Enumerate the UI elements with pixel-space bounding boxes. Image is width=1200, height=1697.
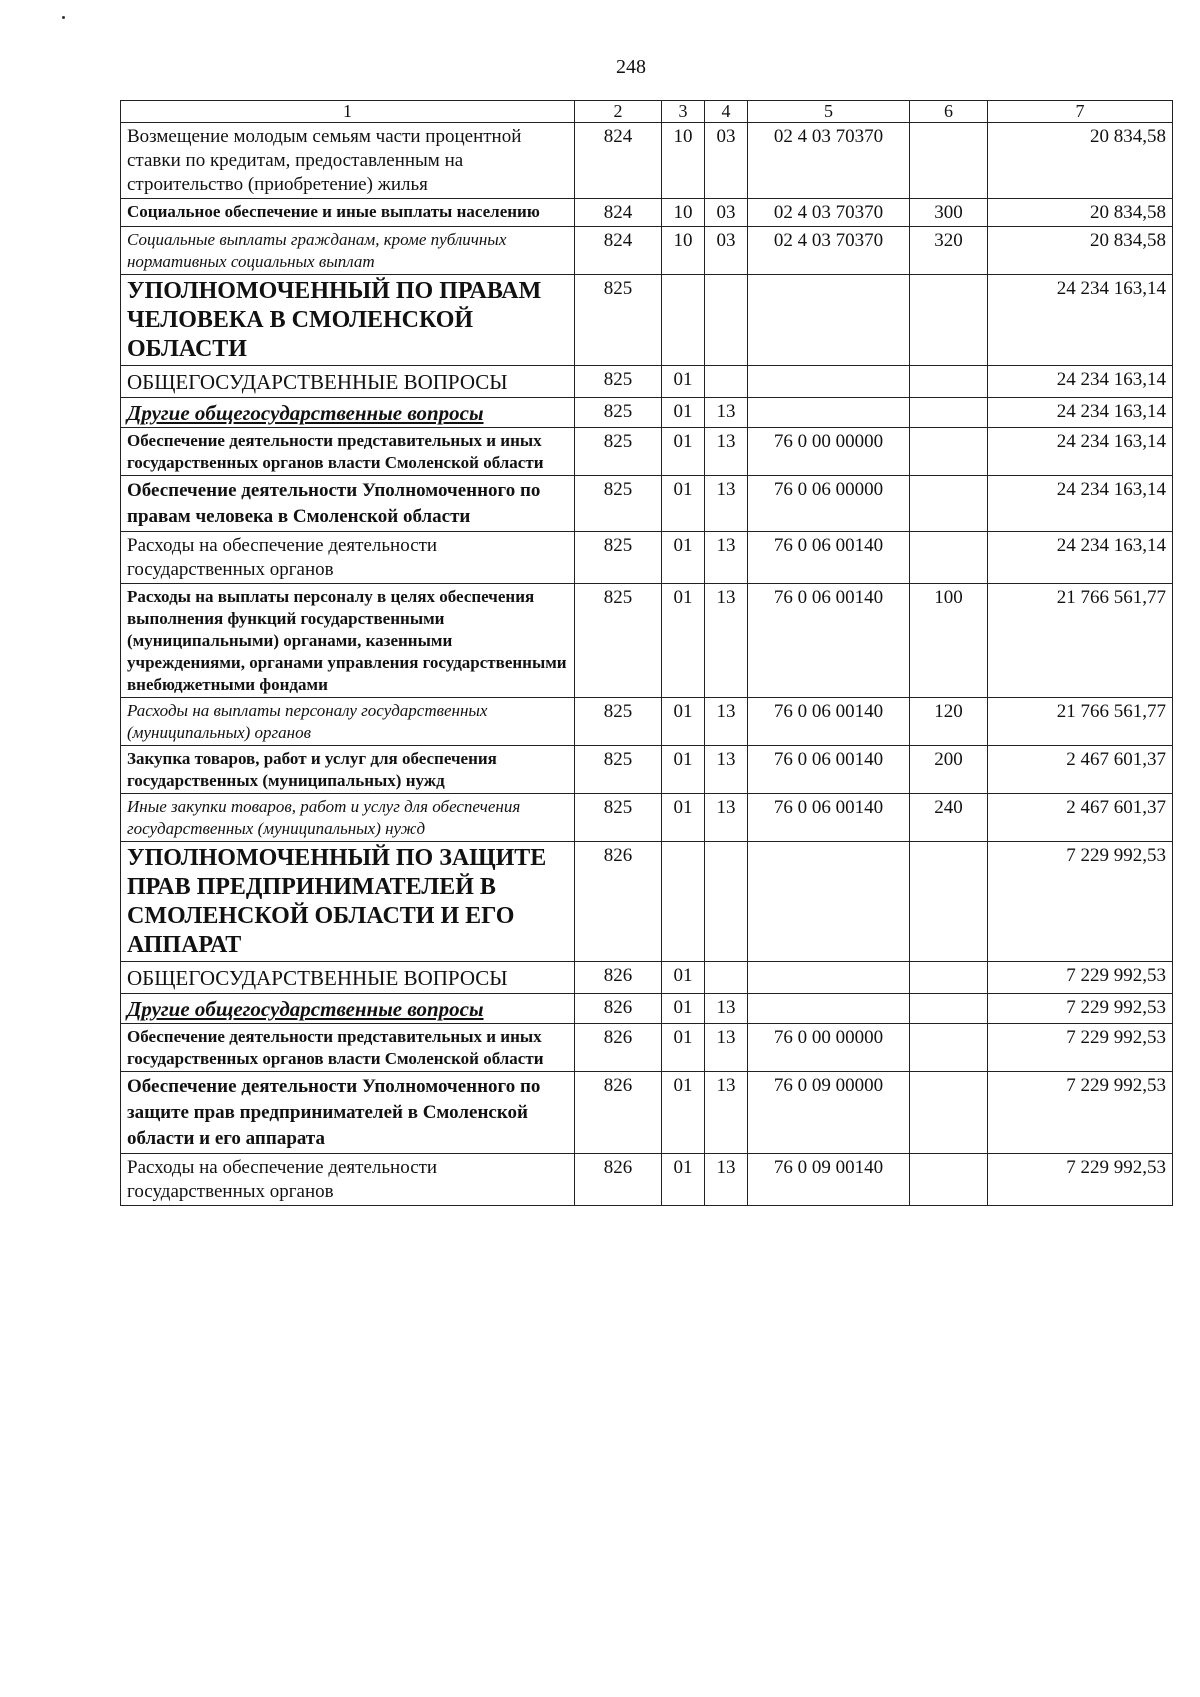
subsection-code: 13	[705, 532, 748, 584]
chapter-code: 826	[575, 842, 662, 962]
target-article-code: 76 0 00 00000	[748, 428, 910, 476]
row-name: Иные закупки товаров, работ и услуг для обеспечения государственных (муниципальных) нужд	[121, 794, 575, 842]
subsection-code: 13	[705, 1072, 748, 1154]
header-col-3: 3	[662, 101, 705, 123]
header-col-7: 7	[988, 101, 1173, 123]
expense-type-code	[910, 1154, 988, 1206]
chapter-code: 826	[575, 962, 662, 994]
target-article-code: 02 4 03 70370	[748, 199, 910, 227]
header-col-6: 6	[910, 101, 988, 123]
target-article-code: 76 0 09 00000	[748, 1072, 910, 1154]
subsection-code: 03	[705, 123, 748, 199]
subsection-code: 13	[705, 398, 748, 428]
chapter-code: 826	[575, 1024, 662, 1072]
row-name: Расходы на выплаты персоналу в целях обеспечения выполнения функций государственными (муниципальными) органами, казенными учреждениями, органами управления государственными внебюджетными фондами	[121, 584, 575, 698]
expense-type-code	[910, 1024, 988, 1072]
budget-table	[120, 100, 1173, 1206]
row-name: ОБЩЕГОСУДАРСТВЕННЫЕ ВОПРОСЫ	[121, 962, 575, 994]
target-article-code	[748, 994, 910, 1024]
header-col-4: 4	[705, 101, 748, 123]
expense-type-code	[910, 275, 988, 366]
table-row	[121, 1154, 1173, 1206]
section-code: 01	[662, 1024, 705, 1072]
expense-type-code	[910, 842, 988, 962]
header-col-1: 1	[121, 101, 575, 123]
row-name: Обеспечение деятельности Уполномоченного по защите прав предпринимателей в Смоленской области и его аппарата	[121, 1072, 575, 1154]
section-code: 10	[662, 227, 705, 275]
chapter-code: 825	[575, 698, 662, 746]
target-article-code	[748, 398, 910, 428]
subsection-code	[705, 962, 748, 994]
amount: 7 229 992,53	[988, 1154, 1173, 1206]
table-row	[121, 842, 1173, 962]
amount: 24 234 163,14	[988, 476, 1173, 532]
subsection-code: 13	[705, 994, 748, 1024]
amount: 2 467 601,37	[988, 794, 1173, 842]
subsection-code: 13	[705, 476, 748, 532]
table-row	[121, 227, 1173, 275]
section-code: 01	[662, 994, 705, 1024]
table-row	[121, 366, 1173, 398]
table-row	[121, 123, 1173, 199]
expense-type-code	[910, 962, 988, 994]
row-name: Социальное обеспечение и иные выплаты населению	[121, 199, 575, 227]
expense-type-code	[910, 123, 988, 199]
table-row	[121, 794, 1173, 842]
target-article-code: 76 0 09 00140	[748, 1154, 910, 1206]
section-code	[662, 275, 705, 366]
amount: 20 834,58	[988, 123, 1173, 199]
chapter-code: 825	[575, 428, 662, 476]
section-code: 01	[662, 1072, 705, 1154]
subsection-code	[705, 842, 748, 962]
header-col-2: 2	[575, 101, 662, 123]
row-name: УПОЛНОМОЧЕННЫЙ ПО ЗАЩИТЕ ПРАВ ПРЕДПРИНИМАТЕЛЕЙ В СМОЛЕНСКОЙ ОБЛАСТИ И ЕГО АППАРАТ	[121, 842, 575, 962]
row-name: Обеспечение деятельности Уполномоченного по правам человека в Смоленской области	[121, 476, 575, 532]
table-row	[121, 532, 1173, 584]
chapter-code: 825	[575, 366, 662, 398]
section-code: 01	[662, 1154, 705, 1206]
expense-type-code: 320	[910, 227, 988, 275]
table-row	[121, 1024, 1173, 1072]
amount: 24 234 163,14	[988, 275, 1173, 366]
section-code: 01	[662, 532, 705, 584]
row-name: Расходы на выплаты персоналу государственных (муниципальных) органов	[121, 698, 575, 746]
target-article-code: 76 0 06 00140	[748, 746, 910, 794]
subsection-code	[705, 366, 748, 398]
subsection-code: 13	[705, 698, 748, 746]
row-name: Расходы на обеспечение деятельности государственных органов	[121, 532, 575, 584]
target-article-code: 02 4 03 70370	[748, 123, 910, 199]
row-name: ОБЩЕГОСУДАРСТВЕННЫЕ ВОПРОСЫ	[121, 366, 575, 398]
chapter-code: 826	[575, 994, 662, 1024]
amount: 7 229 992,53	[988, 962, 1173, 994]
amount: 20 834,58	[988, 227, 1173, 275]
section-code: 01	[662, 698, 705, 746]
expense-type-code: 100	[910, 584, 988, 698]
subsection-code: 03	[705, 199, 748, 227]
section-code: 01	[662, 428, 705, 476]
subsection-code: 13	[705, 794, 748, 842]
expense-type-code	[910, 476, 988, 532]
amount: 7 229 992,53	[988, 1072, 1173, 1154]
expense-type-code: 300	[910, 199, 988, 227]
expense-type-code: 200	[910, 746, 988, 794]
amount: 21 766 561,77	[988, 698, 1173, 746]
table-row	[121, 746, 1173, 794]
chapter-code: 825	[575, 476, 662, 532]
amount: 24 234 163,14	[988, 366, 1173, 398]
table-row	[121, 994, 1173, 1024]
table-row	[121, 199, 1173, 227]
subsection-code: 13	[705, 746, 748, 794]
table-row	[121, 428, 1173, 476]
target-article-code: 76 0 06 00140	[748, 532, 910, 584]
section-code: 10	[662, 199, 705, 227]
section-code: 01	[662, 746, 705, 794]
table-row	[121, 698, 1173, 746]
amount: 7 229 992,53	[988, 994, 1173, 1024]
expense-type-code	[910, 1072, 988, 1154]
target-article-code: 76 0 06 00140	[748, 794, 910, 842]
row-name: Обеспечение деятельности представительных и иных государственных органов власти Смоленской области	[121, 428, 575, 476]
amount: 24 234 163,14	[988, 532, 1173, 584]
target-article-code	[748, 842, 910, 962]
chapter-code: 825	[575, 532, 662, 584]
amount: 2 467 601,37	[988, 746, 1173, 794]
section-code: 01	[662, 398, 705, 428]
amount: 24 234 163,14	[988, 398, 1173, 428]
row-name: Возмещение молодым семьям части процентной ставки по кредитам, предоставленным на строительство (приобретение) жилья	[121, 123, 575, 199]
amount: 7 229 992,53	[988, 842, 1173, 962]
scan-speck	[62, 16, 65, 19]
row-name: Обеспечение деятельности представительных и иных государственных органов власти Смоленской области	[121, 1024, 575, 1072]
table-row	[121, 476, 1173, 532]
chapter-code: 826	[575, 1072, 662, 1154]
table-row	[121, 1072, 1173, 1154]
expense-type-code	[910, 994, 988, 1024]
table-row	[121, 275, 1173, 366]
expense-type-code	[910, 366, 988, 398]
target-article-code	[748, 366, 910, 398]
expense-type-code	[910, 428, 988, 476]
target-article-code: 76 0 06 00140	[748, 584, 910, 698]
amount: 24 234 163,14	[988, 428, 1173, 476]
section-code: 01	[662, 366, 705, 398]
subsection-code: 03	[705, 227, 748, 275]
chapter-code: 825	[575, 794, 662, 842]
row-name: Социальные выплаты гражданам, кроме публичных нормативных социальных выплат	[121, 227, 575, 275]
chapter-code: 825	[575, 746, 662, 794]
section-code	[662, 842, 705, 962]
section-code: 10	[662, 123, 705, 199]
subsection-code: 13	[705, 584, 748, 698]
row-name: УПОЛНОМОЧЕННЫЙ ПО ПРАВАМ ЧЕЛОВЕКА В СМОЛЕНСКОЙ ОБЛАСТИ	[121, 275, 575, 366]
chapter-code: 824	[575, 123, 662, 199]
chapter-code: 824	[575, 227, 662, 275]
target-article-code: 76 0 00 00000	[748, 1024, 910, 1072]
section-code: 01	[662, 476, 705, 532]
target-article-code	[748, 962, 910, 994]
row-name: Расходы на обеспечение деятельности государственных органов	[121, 1154, 575, 1206]
row-name: Закупка товаров, работ и услуг для обеспечения государственных (муниципальных) нужд	[121, 746, 575, 794]
amount: 7 229 992,53	[988, 1024, 1173, 1072]
section-code: 01	[662, 584, 705, 698]
subsection-code: 13	[705, 428, 748, 476]
chapter-code: 825	[575, 584, 662, 698]
table-row	[121, 584, 1173, 698]
table-row	[121, 398, 1173, 428]
target-article-code: 76 0 06 00140	[748, 698, 910, 746]
table-row	[121, 962, 1173, 994]
header-col-5: 5	[748, 101, 910, 123]
amount: 20 834,58	[988, 199, 1173, 227]
target-article-code	[748, 275, 910, 366]
subsection-code	[705, 275, 748, 366]
page-number: 248	[616, 56, 646, 78]
expense-type-code	[910, 398, 988, 428]
target-article-code: 76 0 06 00000	[748, 476, 910, 532]
subsection-code: 13	[705, 1154, 748, 1206]
expense-type-code: 240	[910, 794, 988, 842]
expense-type-code: 120	[910, 698, 988, 746]
chapter-code: 825	[575, 275, 662, 366]
row-name: Другие общегосударственные вопросы	[121, 398, 575, 428]
expense-type-code	[910, 532, 988, 584]
table-header-row	[121, 101, 1173, 123]
amount: 21 766 561,77	[988, 584, 1173, 698]
row-name: Другие общегосударственные вопросы	[121, 994, 575, 1024]
chapter-code: 824	[575, 199, 662, 227]
chapter-code: 826	[575, 1154, 662, 1206]
section-code: 01	[662, 794, 705, 842]
target-article-code: 02 4 03 70370	[748, 227, 910, 275]
section-code: 01	[662, 962, 705, 994]
chapter-code: 825	[575, 398, 662, 428]
subsection-code: 13	[705, 1024, 748, 1072]
